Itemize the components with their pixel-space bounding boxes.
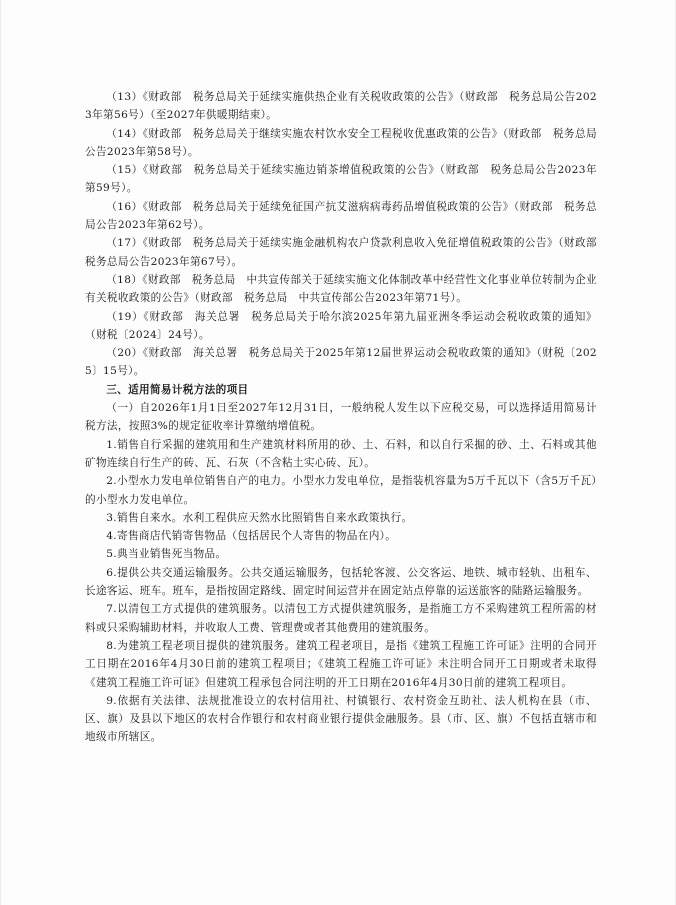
list-item-17: （17）《财政部 税务总局关于延续实施金融机构农户贷款利息收入免征增值税政策的公告》（财政部 税务总局公告2023年第67号）。 bbox=[85, 237, 608, 268]
list-item-13: （13）《财政部 税务总局关于延续实施供热企业有关税收政策的公告》（财政部 税务总局公告2023年第56号）（至2027年供暖期结束）。 bbox=[85, 91, 597, 122]
numbered-item-9: 9.依据有关法律、法规批准设立的农村信用社、村镇银行、农村资金互助社、法人机构在县（市、区、旗）及县以下地区的农村合作银行和农村商业银行提供金融服务。县（市、区、旗）不包括直辖市和地级市所辖区。 bbox=[85, 694, 597, 744]
document-body bbox=[85, 88, 608, 747]
numbered-item-6: 6.提供公共交通运输服务。公共交通运输服务，包括轮客渡、公交客运、地铁、城市轻轨、出租车、长途客运、班车。班车，是指按固定路线、固定时间运营并在固定站点停靠的运送旅客的陆路运输服务。 bbox=[85, 566, 597, 598]
list-item-18: （18）《财政部 税务总局 中共宣传部关于延续实施文化体制改革中经营性文化事业单位转制为企业有关税收政策的公告》（财政部 税务总局 中共宣传部公告2023年第71号）。 bbox=[85, 273, 597, 305]
list-item-20: （20）《财政部 海关总署 税务总局关于2025年第12届世界运动会税收政策的通知》（财税〔2025〕15号）。 bbox=[85, 347, 597, 378]
numbered-item-7: 7.以清包工方式提供的建筑服务。以清包工方式提供建筑服务，是指施工方不采购建筑工程所需的材料或只采购辅助材料，并收取人工费、管理费或者其他费用的建筑服务。 bbox=[85, 603, 597, 634]
section-heading: 三、适用简易计税方法的项目 bbox=[106, 383, 249, 396]
numbered-item-8: 8.为建筑工程老项目提供的建筑服务。建筑工程老项目，是指《建筑工程施工许可证》注明的合同开工日期在2016年4月30日前的建筑工程项目；《建筑工程施工许可证》未注明合同开工日期或者未取得《建筑工程施工许可证》但建筑工程承包合同注明的开工日期在2016年4月30日前的建筑工程项目。 bbox=[85, 639, 597, 689]
numbered-item-4: 4.寄售商店代销寄售物品（包括居民个人寄售的物品在内）。 bbox=[106, 530, 397, 543]
numbered-item-1: 1.销售自行采掘的建筑用和生产建筑材料所用的砂、土、石料，和以自行采掘的砂、土、石料或其他矿物连续自行生产的砖、瓦、石灰（不含粘土实心砖、瓦）。 bbox=[85, 438, 597, 469]
list-item-19: （19）《财政部 海关总署 税务总局关于哈尔滨2025年第九届亚洲冬季运动会税收政策的通知》（财税〔2024〕24号）。 bbox=[85, 310, 597, 341]
list-item-16: （16）《财政部 税务总局关于延续免征国产抗艾滋病病毒药品增值税政策的公告》（财政部 税务总局公告2023年第62号）。 bbox=[85, 200, 597, 232]
subsection-paragraph: （一）自2026年1月1日至2027年12月31日，一般纳税人发生以下应税交易，可以选择适用简易计税方法，按照3%的规定征收率计算缴纳增值税。 bbox=[85, 402, 597, 433]
list-item-14: （14）《财政部 税务总局关于继续实施农村饮水安全工程税收优惠政策的公告》（财政部 税务总局公告2023年第58号）。 bbox=[85, 127, 597, 158]
list-item-15: （15）《财政部 税务总局关于延续实施边销茶增值税政策的公告》（财政部 税务总局公告2023年第59号）。 bbox=[85, 164, 597, 195]
numbered-item-3: 3.销售自来水。水利工程供应天然水比照销售自来水政策执行。 bbox=[106, 511, 413, 524]
numbered-item-2: 2.小型水力发电单位销售自产的电力。小型水力发电单位，是指装机容量为5万千瓦以下（含5万千瓦）的小型水力发电单位。 bbox=[85, 475, 597, 506]
numbered-item-5: 5.典当业销售死当物品。 bbox=[106, 548, 227, 561]
